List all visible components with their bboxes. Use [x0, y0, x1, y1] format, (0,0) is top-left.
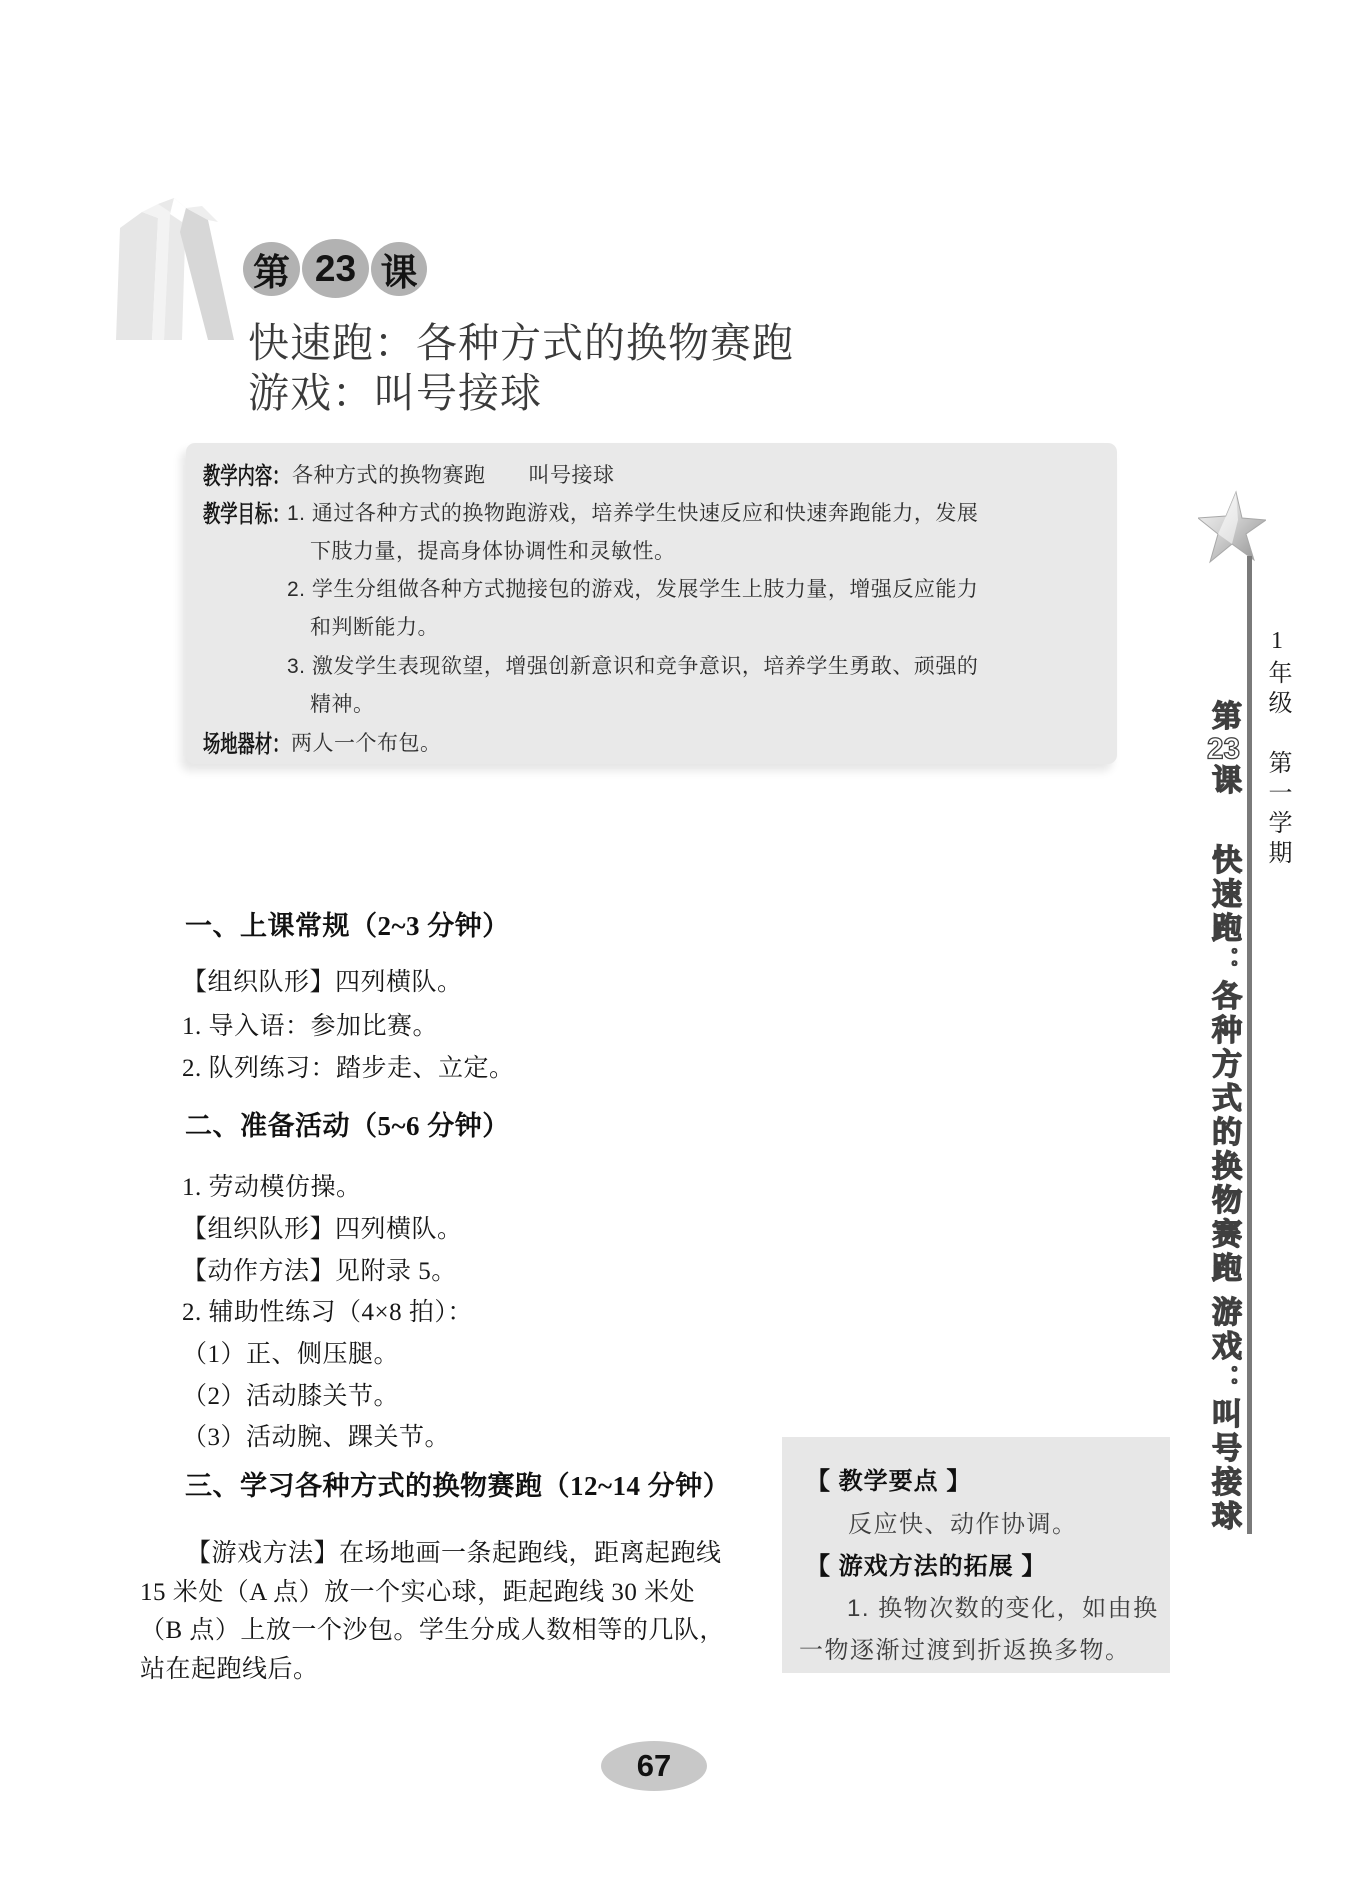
star-icon	[1198, 490, 1266, 568]
note-body-extension-line: 1. 换物次数的变化，如由换	[847, 1595, 1159, 1622]
section-1-line: 1. 导入语：参加比赛。	[182, 1013, 439, 1040]
equipment-label: 场地器材：	[203, 731, 290, 758]
section-2-line: （3）活动腕、踝关节。	[182, 1424, 451, 1451]
note-body-key-points: 反应快、动作协调。	[848, 1511, 1078, 1538]
lesson-badge-suffix	[371, 242, 427, 296]
section-2-line: （1）正、侧压腿。	[182, 1341, 400, 1368]
section-1-title: 一、上课常规（2~3 分钟）	[185, 911, 510, 941]
section-3-title: 三、学习各种方式的换物赛跑（12~14 分钟）	[185, 1471, 731, 1501]
section-3-line: 15 米处（A 点）放一个实心球，距起跑线 30 米处	[140, 1579, 696, 1606]
section-2-line: 1. 劳动模仿操。	[182, 1174, 362, 1201]
section-2-line: （2）活动膝关节。	[182, 1383, 400, 1410]
books-icon	[112, 192, 252, 340]
sidebar-lesson-badge-suffix: 课	[1207, 764, 1240, 798]
equipment-value: 两人一个布包。	[291, 732, 442, 755]
objective-line: 3. 激发学生表现欲望，增强创新意识和竞争意识，培养学生勇敢、顽强的	[287, 655, 979, 678]
objective-label: 教学目标：	[203, 501, 290, 528]
sidebar-rule	[1247, 556, 1252, 1534]
objective-line: 精神。	[310, 693, 375, 716]
note-heading-extension: 【 游戏方法的拓展 】	[806, 1553, 1047, 1580]
objective-line: 1. 通过各种方式的换物跑游戏，培养学生快速反应和快速奔跑能力，发展	[287, 502, 979, 525]
lesson-title-line2: 游戏：叫号接球	[248, 370, 542, 416]
section-1-line: 2. 队列练习：踏步走、立定。	[182, 1055, 515, 1082]
section-2-line: 【组织队形】四列横队。	[182, 1216, 463, 1243]
lesson-title-line1: 快速跑：各种方式的换物赛跑	[248, 320, 794, 366]
sidebar-lesson-badge-number: 23	[1207, 734, 1240, 764]
sidebar-grade-semester: 1年级 第一学期	[1264, 628, 1290, 870]
objective-line: 下肢力量，提高身体协调性和灵敏性。	[310, 540, 676, 563]
sidebar-lesson-badge-prefix: 第	[1207, 700, 1240, 734]
objective-line: 和判断能力。	[310, 616, 439, 639]
section-3-line: 站在起跑线后。	[140, 1656, 319, 1683]
note-body-extension-line: 一物逐渐过渡到折返换多物。	[799, 1637, 1131, 1664]
badge-prefix-text: 第	[253, 252, 290, 293]
sidebar-lesson-badge	[1203, 700, 1245, 798]
lesson-badge-prefix	[243, 242, 300, 296]
badge-suffix-text: 课	[380, 252, 418, 293]
note-heading-key-points: 【 教学要点 】	[806, 1468, 972, 1495]
sidebar-lesson-title-part1: 快速跑：各种方式的换物赛跑	[1207, 844, 1240, 1286]
section-2-line: 2. 辅助性练习（4×8 拍）：	[182, 1299, 473, 1326]
badge-number-text: 23	[314, 247, 357, 289]
section-2-title: 二、准备活动（5~6 分钟）	[185, 1111, 510, 1141]
content-value: 各种方式的换物赛跑 叫号接球	[292, 464, 615, 487]
section-3-line: （B 点）上放一个沙包。学生分成人数相等的几队，	[140, 1617, 725, 1644]
lesson-badge-number	[302, 239, 369, 298]
objective-line: 2. 学生分组做各种方式抛接包的游戏，发展学生上肢力量，增强反应能力	[287, 578, 979, 601]
section-1-line: 【组织队形】四列横队。	[182, 969, 463, 996]
content-label: 教学内容：	[203, 463, 290, 490]
section-3-line: 【游戏方法】在场地画一条起跑线，距离起跑线	[186, 1540, 722, 1567]
page-number: 67	[636, 1748, 672, 1783]
sidebar-lesson-title-part2: 游戏：叫号接球	[1207, 1296, 1240, 1534]
section-2-line: 【动作方法】见附录 5。	[182, 1258, 457, 1285]
page-number-badge	[601, 1741, 707, 1791]
